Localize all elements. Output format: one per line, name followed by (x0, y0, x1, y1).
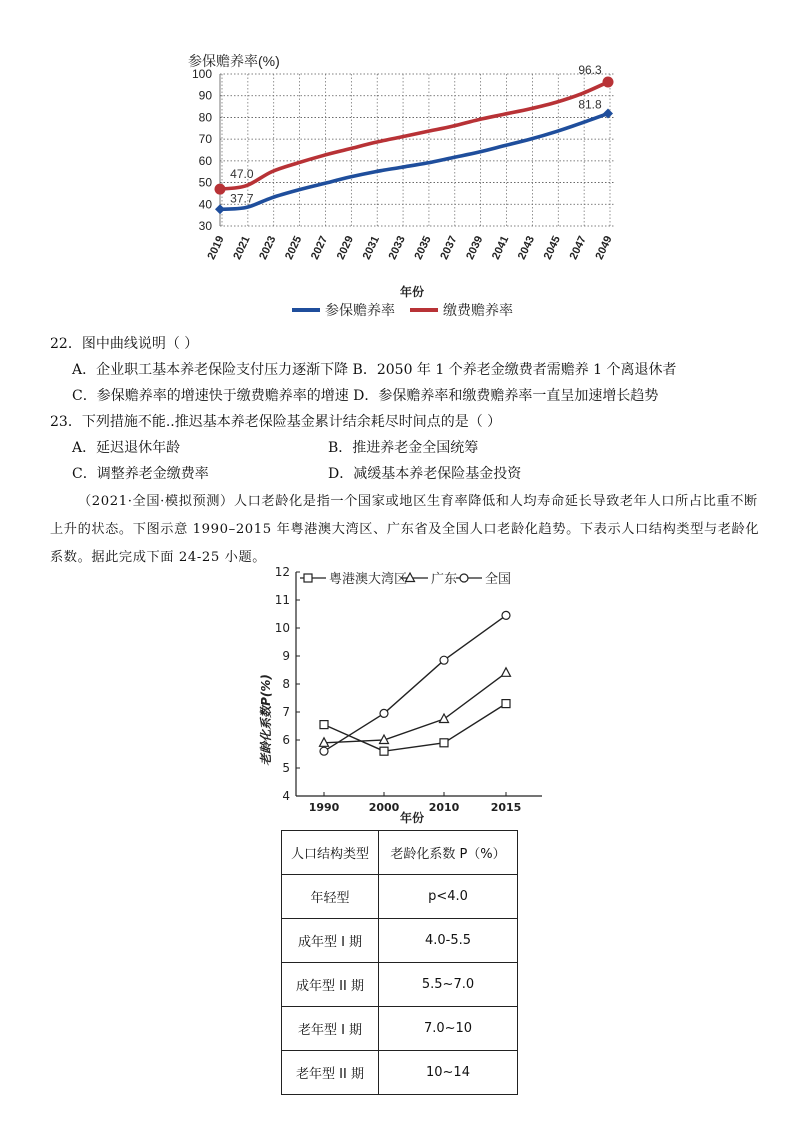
chart2-data-point (320, 747, 328, 755)
dependency-ratio-chart (170, 40, 630, 330)
chart1-y-tick-label: 90 (198, 88, 212, 103)
chart2-data-point (440, 656, 448, 664)
chart1-x-tick-label: 2037 (438, 234, 460, 262)
q23-stem: 23．下列措施不能..推迟基本养老保险基金累计结余耗尽时间点的是（ ） (50, 414, 502, 430)
table-row (282, 963, 518, 1007)
chart2-x-tick-label: 2000 (368, 801, 400, 814)
q22-options-ab: A．企业职工基本养老保险支付压力逐渐下降 B．2050 年 1 个养老金缴费者需赡养 1 个离退休者 (72, 362, 677, 378)
chart2-y-tick-label: 6 (282, 733, 290, 747)
chart2-data-point (440, 739, 448, 747)
table-row (282, 875, 518, 919)
table-cell: 4.0-5.5 (379, 919, 518, 963)
chart1-x-tick-label: 2031 (360, 234, 382, 262)
table-cell: 7.0~10 (379, 1007, 518, 1051)
chart2-y-tick-label: 11 (274, 593, 290, 607)
chart2-y-tick-label: 7 (282, 705, 290, 719)
aging-coefficient-chart (250, 558, 560, 830)
chart1-endpoint-marker (603, 77, 614, 88)
chart1-y-tick-label: 70 (198, 132, 212, 147)
chart1-y-tick-label: 100 (191, 67, 212, 81)
q23-option-a: A．延迟退休年龄 (72, 440, 181, 456)
q23-option-d: D．减缓基本养老保险基金投资 (328, 466, 522, 482)
chart2-data-point (502, 700, 510, 708)
chart2-series-line (324, 704, 506, 752)
chart1-y-tick-label: 80 (198, 110, 212, 125)
table-header-cell: 人口结构类型 (282, 831, 379, 875)
chart1-y-tick-label: 60 (198, 153, 212, 168)
chart2-series-line (324, 673, 506, 743)
aging-type-table (281, 830, 518, 1095)
table-cell: 10~14 (379, 1051, 518, 1095)
table-header-row (282, 831, 518, 875)
intro-paragraph: （2021·全国·模拟预测）人口老龄化是指一个国家或地区生育率降低和人均寿命延长导致老年人口所占比重不断上升的状态。下图示意 1990–2015 年粤港澳大湾区、广东省及全国人口老龄化趋势。下表示人口结构类型与老龄化系数。据此完成下面 24-25 小题。 (50, 494, 760, 565)
legend-label: 广东 (431, 572, 458, 587)
chart2-y-tick-label: 5 (282, 761, 290, 775)
chart1-data-label: 81.8 (578, 97, 602, 112)
chart2-y-tick-label: 9 (282, 649, 290, 663)
q22-options-cd: C．参保赡养率的增速快于缴费赡养率的增速 D．参保赡养率和缴费赡养率一直呈加速增长趋势 (72, 388, 659, 404)
chart1-x-tick-label: 2021 (231, 234, 253, 262)
chart2-data-point (502, 611, 510, 619)
chart1-legend (292, 302, 513, 318)
chart1-series-line (220, 82, 608, 189)
chart1-xlabel: 年份 (400, 285, 425, 299)
chart1-x-tick-label: 2019 (205, 234, 227, 262)
chart2-y-tick-label: 12 (274, 565, 290, 579)
legend-label-insured: 参保赡养率 (325, 302, 395, 318)
chart2-y-tick-label: 8 (282, 677, 290, 691)
chart2-data-point (380, 747, 388, 755)
table-cell: 成年型 II 期 (282, 963, 379, 1007)
chart1-x-tick-label: 2025 (283, 234, 305, 262)
chart1-endpoint-marker (215, 184, 226, 195)
chart1-data-label: 37.7 (230, 191, 254, 206)
chart1-y-tick-label: 50 (198, 175, 212, 190)
chart2-x-tick-label: 1990 (308, 801, 340, 814)
chart1-x-tick-label: 2041 (490, 234, 512, 262)
chart2-legend (300, 571, 511, 587)
chart2-data-point (502, 668, 511, 677)
chart1-y-tick-label: 40 (198, 197, 212, 212)
chart1-ylabel: 参保赡养率(%) (188, 53, 280, 69)
chart1-data-label: 47.0 (230, 166, 254, 181)
chart1-endpoint-marker (215, 204, 225, 214)
q23-option-c: C．调整养老金缴费率 (72, 466, 209, 482)
table-cell: 老年型 I 期 (282, 1007, 379, 1051)
chart1-y-tick-label: 30 (198, 219, 212, 233)
chart2-y-tick-label: 4 (282, 789, 290, 803)
chart1-x-tick-label: 2047 (567, 234, 589, 262)
table-cell: 年轻型 (282, 875, 379, 919)
legend-label: 粤港澳大湾区 (329, 572, 408, 587)
q23-option-b: B．推进养老金全国统筹 (328, 440, 479, 456)
table-cell: 老年型 II 期 (282, 1051, 379, 1095)
chart2-xlabel: 年份 (399, 811, 425, 825)
chart1-x-tick-label: 2049 (593, 234, 615, 262)
legend-label-contributing: 缴费赡养率 (443, 302, 513, 318)
table-cell: 成年型 I 期 (282, 919, 379, 963)
q22-stem: 22．图中曲线说明（ ） (50, 336, 199, 352)
chart2-data-point (440, 714, 449, 723)
table-row (282, 1007, 518, 1051)
chart1-series-line (220, 114, 608, 210)
chart1-x-tick-label: 2029 (334, 234, 357, 262)
table-cell: p<4.0 (379, 875, 518, 919)
chart1-x-tick-label: 2023 (257, 234, 279, 262)
chart2-x-tick-label: 2010 (428, 801, 460, 814)
legend-swatch-marker (460, 574, 468, 582)
legend-label: 全国 (485, 572, 512, 587)
legend-swatch-marker (304, 574, 312, 582)
chart1-x-tick-label: 2033 (386, 234, 408, 262)
chart2-data-point (320, 721, 328, 729)
chart1-x-tick-label: 2039 (464, 234, 486, 262)
table-cell: 5.5~7.0 (379, 963, 518, 1007)
chart1-x-tick-label: 2027 (308, 234, 331, 262)
chart1-x-tick-label: 2043 (515, 234, 538, 262)
chart2-y-tick-label: 10 (274, 621, 290, 635)
table-row (282, 919, 518, 963)
chart2-x-tick-label: 2015 (490, 801, 522, 814)
chart2-data-point (380, 709, 388, 717)
chart2-series-line (324, 615, 506, 751)
chart1-x-tick-label: 2035 (412, 234, 434, 262)
chart1-endpoint-marker (603, 109, 613, 119)
chart1-data-label: 96.3 (578, 63, 602, 78)
table-row (282, 1051, 518, 1095)
chart2-ylabel: 老龄化系数P(%) (259, 674, 273, 766)
table-header-cell: 老龄化系数 P（%） (379, 831, 518, 875)
chart1-x-tick-label: 2045 (541, 234, 563, 262)
